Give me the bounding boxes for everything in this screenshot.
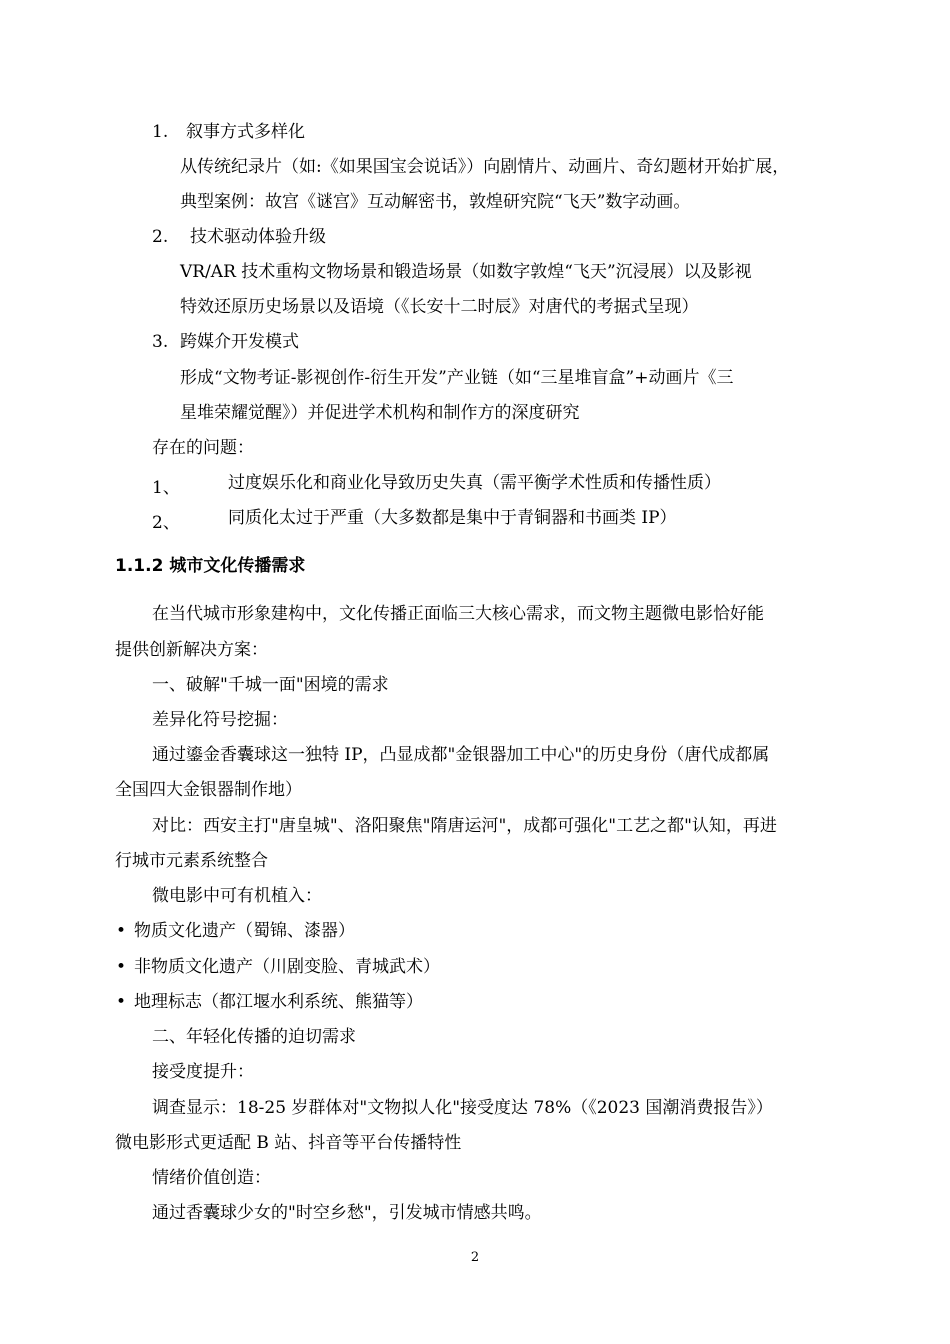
subsection-subtitle: 接受度提升： [152, 1062, 254, 1082]
bullet-icon: • [116, 992, 127, 1012]
bullet-icon: • [116, 957, 127, 977]
list-number: 3. [152, 332, 169, 352]
subsection-subtitle: 情绪价值创造： [152, 1168, 271, 1188]
paragraph-line: 通过鎏金香囊球这一独特 IP，凸显成都"金银器加工中心"的历史身份（唐代成都属 [152, 745, 770, 765]
problem-text: 同质化太过于严重（大多数都是集中于青铜器和书画类 IP） [228, 508, 677, 528]
paragraph-line: 行城市元素系统整合 [115, 851, 268, 871]
paragraph-line: 全国四大金银器制作地） [115, 780, 302, 800]
paragraph-line: 典型案例：故宫《谜宫》互动解密书，敦煌研究院“飞天”数字动画。 [180, 192, 691, 212]
subsection-subtitle: 差异化符号挖掘： [152, 710, 288, 730]
list-number: 2. [152, 227, 169, 247]
subsection-title: 二、年轻化传播的迫切需求 [152, 1027, 356, 1047]
problems-label: 存在的问题： [152, 438, 254, 458]
paragraph-line: 特效还原历史场景以及语境（《长安十二时辰》对唐代的考据式呈现） [180, 297, 699, 317]
page-number: 2 [470, 1250, 480, 1265]
subsection-title: 一、破解"千城一面"困境的需求 [152, 675, 389, 695]
paragraph-line: 通过香囊球少女的"时空乡愁"，引发城市情感共鸣。 [152, 1203, 542, 1223]
paragraph-line: 微电影形式更适配 B 站、抖音等平台传播特性 [115, 1133, 462, 1153]
paragraph-line: 对比：西安主打"唐皇城"、洛阳聚焦"隋唐运河"，成都可强化"工艺之都"认知，再进 [152, 816, 777, 836]
problem-text: 过度娱乐化和商业化导致历史失真（需平衡学术性质和传播性质） [228, 473, 721, 493]
paragraph-line: 形成“文物考证-影视创作-衍生开发”产业链（如“三星堆盲盒”+动画片《三 [180, 368, 734, 388]
paragraph-line: 在当代城市形象建构中，文化传播正面临三大核心需求，而文物主题微电影恰好能 [152, 604, 764, 624]
list-item-title: 技术驱动体验升级 [190, 227, 326, 247]
paragraph-line: 从传统纪录片（如:《如果国宝会说话》）向剧情片、动画片、奇幻题材开始扩展， [180, 157, 790, 177]
bullet-icon: • [116, 921, 127, 941]
list-number: 1. [152, 122, 169, 142]
problem-number: 1、 [152, 478, 180, 498]
paragraph-line: 微电影中可有机植入： [152, 886, 322, 906]
bullet-item: 非物质文化遗产（川剧变脸、青城武术） [134, 957, 440, 977]
paragraph-line: 提供创新解决方案： [115, 640, 268, 660]
paragraph-line: 调查显示：18-25 岁群体对"文物拟人化"接受度达 78%（《2023 国潮消费报告》） [152, 1098, 773, 1118]
paragraph-line: 星堆荣耀觉醒》）并促进学术机构和制作方的深度研究 [180, 403, 580, 423]
list-item-title: 叙事方式多样化 [186, 122, 305, 142]
section-heading: 1.1.2 城市文化传播需求 [115, 556, 306, 576]
bullet-item: 物质文化遗产（蜀锦、漆器） [134, 921, 355, 941]
paragraph-line: VR/AR 技术重构文物场景和锻造场景（如数字敦煌“飞天”沉浸展）以及影视 [180, 262, 752, 282]
list-item-title: 跨媒介开发模式 [180, 332, 299, 352]
bullet-item: 地理标志（都江堰水利系统、熊猫等） [134, 992, 423, 1012]
problem-number: 2、 [152, 513, 180, 533]
